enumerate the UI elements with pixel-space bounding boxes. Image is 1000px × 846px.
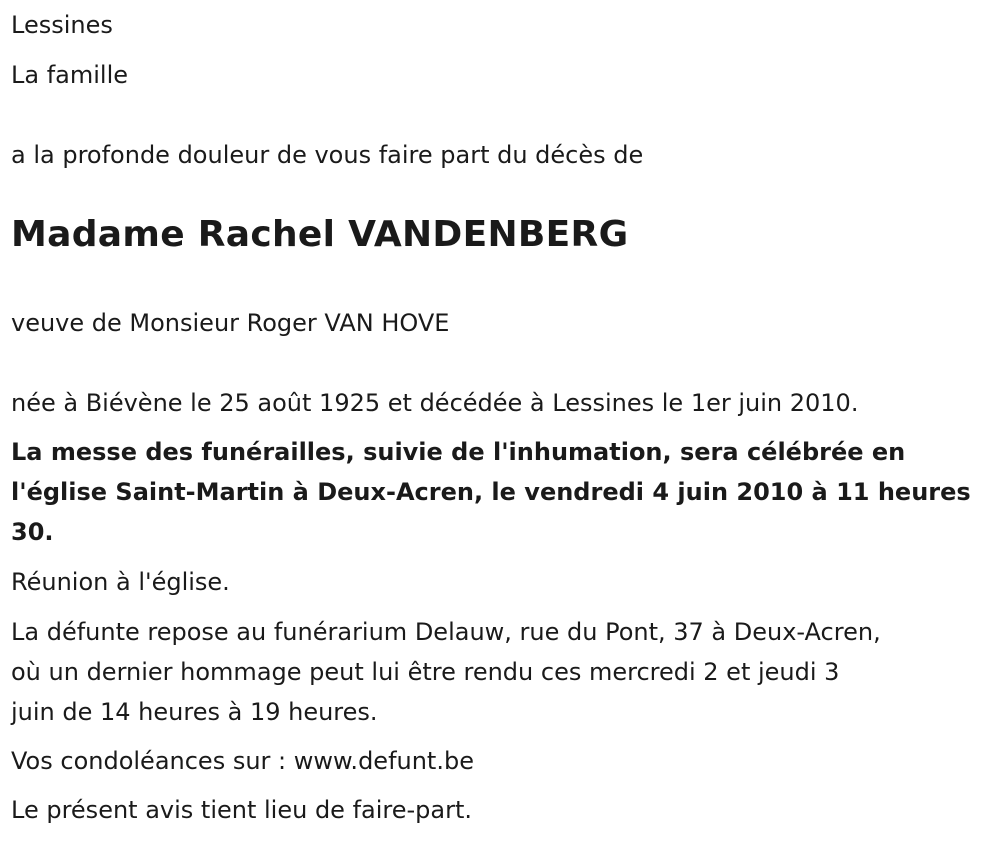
rest-line: où un dernier hommage peut lui être rendu ces mercredi 2 et jeudi 3 [11, 658, 840, 686]
condolences-line: Vos condoléances sur : www.defunt.be [11, 747, 474, 775]
rest-line: juin de 14 heures à 19 heures. [11, 698, 378, 726]
rest-line: La défunte repose au funérarium Delauw, rue du Pont, 37 à Deux-Acren, [11, 618, 881, 646]
funeral-line: l'église Saint-Martin à Deux-Acren, le vendredi 4 juin 2010 à 11 heures [11, 478, 971, 506]
funeral-line: La messe des funérailles, suivie de l'inhumation, sera célébrée en [11, 438, 906, 466]
announcement-line: a la profonde douleur de vous faire part du décès de [11, 141, 644, 169]
birth-death-line: née à Biévène le 25 août 1925 et décédée à Lessines le 1er juin 2010. [11, 389, 859, 417]
closing-line: Le présent avis tient lieu de faire-part. [11, 796, 473, 824]
family-line: La famille [11, 61, 129, 89]
funeral-line: 30. [11, 518, 54, 546]
meeting-line: Réunion à l'église. [11, 568, 230, 596]
city-line: Lessines [11, 11, 113, 39]
funeral-details [11, 432, 986, 552]
deceased-name: Madame Rachel VANDENBERG [11, 214, 629, 255]
rest-details [11, 612, 986, 732]
relation-line: veuve de Monsieur Roger VAN HOVE [11, 309, 450, 337]
